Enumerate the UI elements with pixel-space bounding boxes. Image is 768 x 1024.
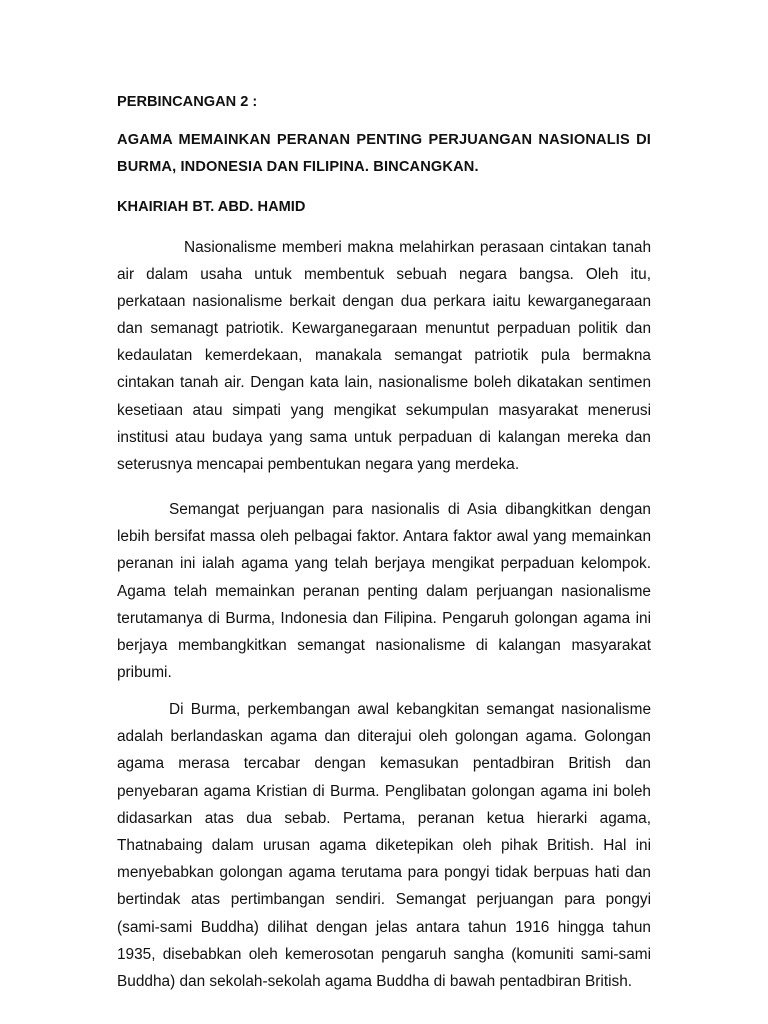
paragraph-1: Nasionalisme memberi makna melahirkan perasaan cintakan tanah air dalam usaha untuk membentuk sebuah negara bangsa. Oleh itu, perkataan nasionalisme berkait dengan dua perkara iaitu kewarganegaraan dan semanagt patriotik. Kewarganegaraan menuntut perpaduan politik dan kedaulatan kemerdekaan, manakala semangat patriotik pula bermakna cintakan tanah air. Dengan kata lain, nasionalisme boleh dikatakan sentimen kesetiaan atau simpati yang mengikat sekumpulan masyarakat menerusi institusi atau budaya yang sama untuk perpaduan di kalangan mereka dan seterusnya mencapai pembentukan negara yang merdeka. bbox=[117, 239, 651, 473]
document-title: AGAMA MEMAINKAN PERANAN PENTING PERJUANGAN NASIONALIS DI BURMA, INDONESIA DAN FILIPINA. BINCANGKAN. bbox=[117, 132, 651, 175]
discussion-label: PERBINCANGAN 2 : bbox=[117, 94, 258, 110]
document-page bbox=[117, 0, 651, 1024]
paragraph-2: Semangat perjuangan para nasionalis di Asia dibangkitkan dengan lebih bersifat massa oleh pelbagai faktor. Antara faktor awal yang memainkan peranan ini ialah agama yang telah berjaya mengikat perpaduan kelompok. Agama telah memainkan peranan penting dalam perjuangan nasionalisme terutamanya di Burma, Indonesia dan Filipina. Pengaruh golongan agama ini berjaya membangkitkan semangat nasionalisme di kalangan masyarakat pribumi. bbox=[117, 501, 651, 682]
author-name: KHAIRIAH BT. ABD. HAMID bbox=[117, 199, 306, 215]
paragraph-3: Di Burma, perkembangan awal kebangkitan semangat nasionalisme adalah berlandaskan agama dan diterajui oleh golongan agama. Golongan agama merasa tercabar dengan kemasukan pentadbiran British dan penyebaran agama Kristian di Burma. Penglibatan golongan agama ini boleh didasarkan atas dua sebab. Pertama, peranan ketua hierarki agama, Thatnabaing dalam urusan agama diketepikan oleh pihak British. Hal ini menyebabkan golongan agama terutama para pongyi tidak berpuas hati dan bertindak atas pertimbangan sendiri. Semangat perjuangan para pongyi (sami-sami Buddha) dilihat dengan jelas antara tahun 1916 hingga tahun 1935, disebabkan oleh kemerosotan pengaruh sangha (komuniti sami-sami Buddha) dan sekolah-sekolah agama Buddha di bawah pentadbiran British. bbox=[117, 701, 651, 991]
